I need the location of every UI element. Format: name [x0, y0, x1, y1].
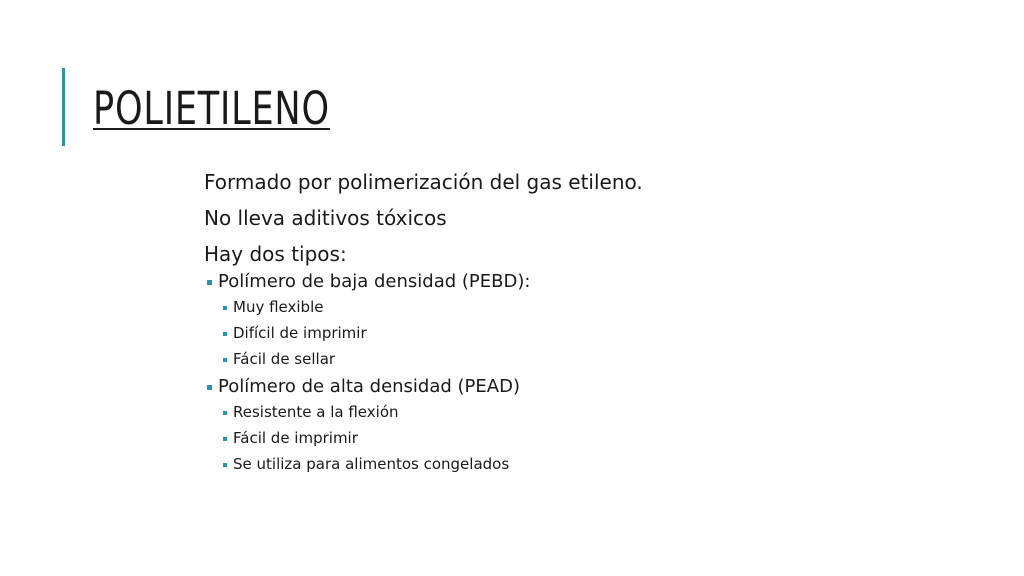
- bullet-text: Se utiliza para alimentos congelados: [233, 455, 510, 473]
- bullet-text: Fácil de imprimir: [233, 429, 358, 447]
- square-bullet-icon: [207, 385, 212, 390]
- bullet-text: Polímero de baja densidad (PEBD):: [218, 271, 531, 292]
- bullet-text: Muy flexible: [233, 298, 324, 316]
- square-bullet-icon: [223, 437, 227, 441]
- square-bullet-icon: [223, 358, 227, 362]
- bullet-level1: [204, 168, 964, 196]
- slide-title: POLIETILENO: [93, 82, 330, 135]
- bullet-text: Resistente a la flexión: [233, 403, 399, 421]
- bullet-text: Difícil de imprimir: [233, 324, 367, 342]
- bullet-text: Fácil de sellar: [233, 350, 336, 368]
- bullet-level3: [204, 349, 964, 370]
- bullet-text: No lleva aditivos tóxicos: [204, 206, 447, 230]
- bullet-level3: [204, 454, 964, 475]
- square-bullet-icon: [223, 463, 227, 467]
- bullet-level3: [204, 297, 964, 318]
- bullet-text: Formado por polimerización del gas etileno.: [204, 170, 643, 194]
- bullet-level1: [204, 240, 964, 268]
- title-accent-bar: [62, 68, 65, 146]
- bullet-level2: [204, 375, 964, 399]
- square-bullet-icon: [223, 411, 227, 415]
- square-bullet-icon: [223, 332, 227, 336]
- bullet-level1: [204, 204, 964, 232]
- slide-body: [204, 168, 964, 480]
- bullet-level3: [204, 323, 964, 344]
- bullet-text: Hay dos tipos:: [204, 242, 347, 266]
- bullet-level3: [204, 428, 964, 449]
- bullet-level3: [204, 402, 964, 423]
- square-bullet-icon: [223, 306, 227, 310]
- square-bullet-icon: [207, 280, 212, 285]
- bullet-text: Polímero de alta densidad (PEAD): [218, 376, 520, 397]
- bullet-level2: [204, 270, 964, 294]
